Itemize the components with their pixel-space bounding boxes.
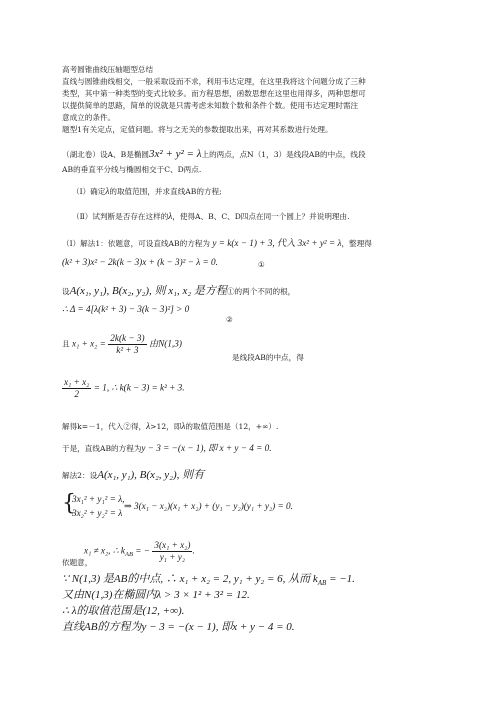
- midpoint-slope-line: ∵ N(1,3) 是AB的中点, ∴ x₁ + x₂ = 2, y₁ + y₂ = 6, 从而 $k_{AB} = -1$.: [62, 573, 355, 588]
- midpoint-result: = 1, ∴ k(k − 3) = k² + 3.: [93, 382, 185, 393]
- slope-fraction: $\frac{\text{3(x₁ + x₂)}}{\text{y₁ + y₂}}$: [154, 540, 191, 562]
- vieta-sum-row: 且 x₁ + x₂ = $\frac{2k(k - 3)}{\text{k² + 3}}$ 由N(1,3): [62, 333, 182, 355]
- system-equation-2: 3x₂² + y₂² = λ: [72, 508, 123, 518]
- problem-line-1: [62, 149, 366, 160]
- intro-line-3: 以提供简单的思路，简单的说就是只需考虑未知数个数和条件个数。使用韦达定理时需注: [62, 101, 359, 110]
- system-equation-1: 3x₁² + y₁² = λ,: [72, 494, 125, 504]
- inside-ellipse-line: 又由N(1,3)在椭圆内λ > 3 × 1² + 3² = 12.: [62, 589, 250, 601]
- roots-line: 设A(x₁, y₁), B(x₂, y₂), 则 x₁, x₂ 是方程①的两个不同的根，: [62, 285, 296, 297]
- equation-tag-2: ②: [226, 315, 233, 324]
- part-1-question: （Ⅰ）确定λ的取值范围，并求直线AB的方程;: [72, 186, 222, 196]
- type-heading: 题型1有关定点，定值问题。将与之无关的参数提取出来，再对其系数进行处理。: [62, 125, 333, 134]
- problem-intro: （湖北卷）设A、B是椭圆: [62, 150, 150, 159]
- intro-line-4: 意成立的条件。: [62, 113, 116, 122]
- equation-tag-1: ①: [258, 260, 265, 269]
- problem-intro-tail: 上的两点，点N（1，3）是线段AB的中点，线段: [201, 150, 366, 159]
- system-result: ⇒ 3(x₁ − x₂)(x₁ + x₂) + (y₁ − y₂)(y₁ + y₂) = 0.: [124, 501, 293, 511]
- solution-1-intro: （Ⅰ）解法1：依题意，可设直线AB的方程为 y = k(x − 1) + 3, 代入 3x² + y² = λ，整理得: [62, 238, 372, 248]
- line-ab-equation: y − 3 = −(x − 1), 即 x + y − 4 = 0.: [141, 443, 272, 453]
- intro-line-2: 类型，其中第一种类型的变式比较多。而方程思想，函数思想在这里也用得多，两种思想可: [62, 89, 366, 98]
- ellipse-equation: 3x² + y² = λ: [149, 148, 202, 160]
- line-ab-result: 于是，直线AB的方程为y − 3 = −(x − 1), 即 x + y − 4 = 0.: [62, 443, 272, 453]
- system-brace: {: [62, 491, 76, 516]
- quadratic-equation: (k² + 3)x² − 2k(k − 3)x + (k − 3)² − λ = 0.: [62, 257, 218, 267]
- lambda-symbol: λ: [105, 186, 110, 196]
- part-2-question: （Ⅱ）试判断是否存在这样的λ，使得A、B、C、D四点在同一个圆上？并说明理由.: [72, 211, 350, 221]
- line-equation: y = k(x − 1) + 3, 代入 3x² + y² = λ: [212, 238, 342, 248]
- midpoint-fraction: $\frac{\text{x₁ + x₂}}{2}$: [64, 377, 90, 399]
- quadratic-equation-row: [62, 257, 218, 268]
- solution-2-intro: 解法2：设A(x₁, y₁), B(x₂, y₂), 则有: [62, 469, 205, 481]
- document-title: 高考圆锥曲线压轴题型总结: [62, 65, 154, 74]
- points-equation: A(x₁, y₁), B(x₂, y₂), 则有: [97, 469, 205, 481]
- discriminant-row: [62, 304, 189, 315]
- roots-equation: A(x₁, y₁), B(x₂, y₂), 则 x₁, x₂ 是方程: [69, 285, 227, 297]
- problem-line-2: AB的垂直平分线与椭圆相交于C、D两点.: [62, 165, 202, 174]
- final-line-equation: 直线AB的方程为y − 3 = −(x − 1), 即x + y − 4 = 0.: [62, 621, 295, 633]
- vieta-sum-fraction: $\frac{2k(k - 3)}{\text{k² + 3}}$: [110, 333, 145, 355]
- lambda-symbol: λ: [168, 211, 173, 221]
- midpoint-equation-row: [62, 377, 185, 400]
- according-to-problem: 依题意，: [62, 558, 93, 567]
- intro-line-1: 直线与圆锥曲线相交，一般采取设而不求，利用韦达定理，在这里我将这个问题分成了三种: [62, 77, 366, 86]
- slope-row: x₁ ≠ x₂, ∴ $k_{AB}$ = − $\frac{\text{3(x₁ + x₂)}}{\text{y₁ + y₂}}$ .: [84, 540, 195, 562]
- discriminant-inequality: ∴ Δ = 4[λ(k² + 3) − 3(k − 3)²] > 0: [62, 304, 190, 314]
- k-solution-line: 解得k=－1，代入②得，λ>12，即λ的取值范围是（12，+∞）.: [62, 421, 279, 431]
- midpoint-note: 是线段AB的中点，得: [232, 353, 304, 362]
- lambda-range-line: ∴ λ的取值范围是(12, +∞).: [62, 605, 185, 617]
